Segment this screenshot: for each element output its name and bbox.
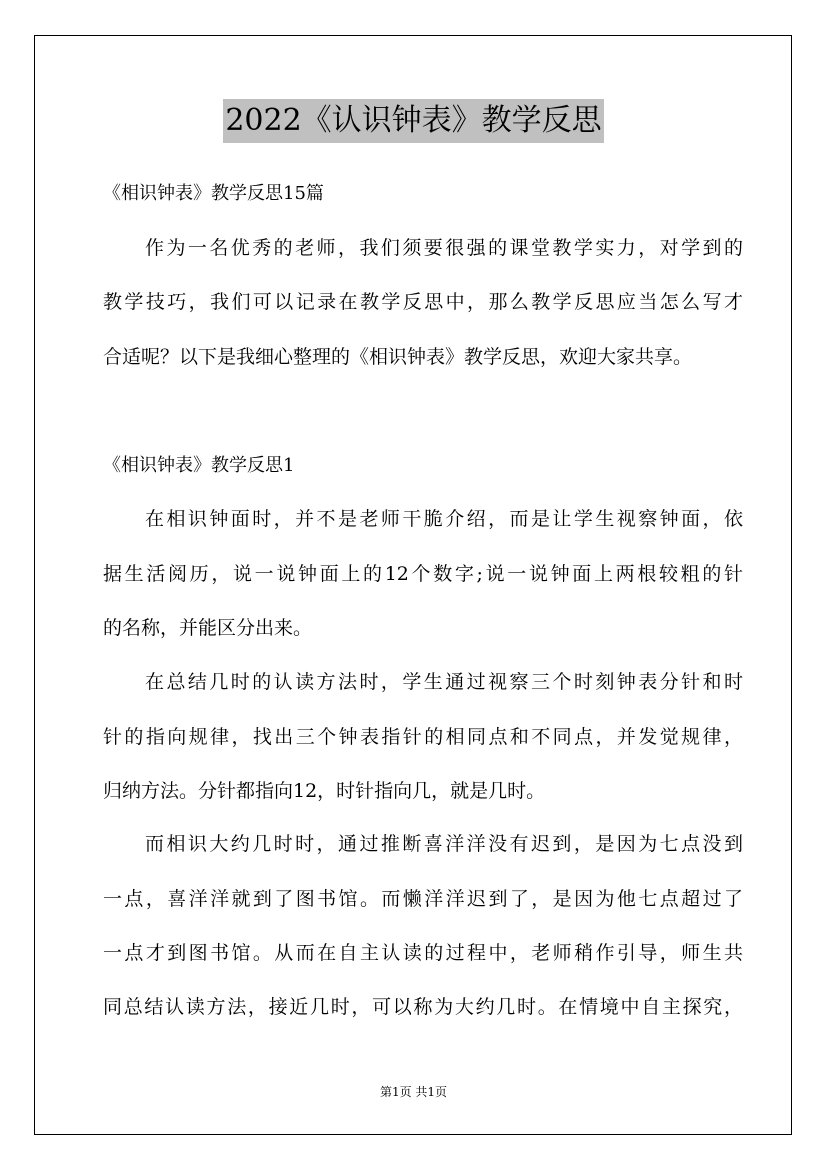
paragraph-1-line-2: 据生活阅历，说一说钟面上的12个数字;说一说钟面上两根较粗的针 — [103, 563, 743, 585]
paragraph-2-line-3: 归纳方法。分针都指向12，时针指向几，就是几时。 — [103, 780, 546, 802]
title-container — [0, 99, 827, 143]
paragraph-3-line-3: 一点才到图书馆。从而在自主认读的过程中，老师稍作引导，师生共 — [103, 942, 743, 964]
paragraph-3-line-2: 一点，喜洋洋就到了图书馆。而懒洋洋迟到了，是因为他七点超过了 — [103, 888, 743, 910]
intro-line-1: 作为一名优秀的老师，我们须要很强的课堂教学实力，对学到的 — [145, 237, 743, 259]
intro-line-3: 合适呢？以下是我细心整理的《相识钟表》教学反思，欢迎大家共享。 — [103, 346, 693, 368]
intro-line-2: 教学技巧，我们可以记录在教学反思中，那么教学反思应当怎么写才 — [103, 291, 743, 313]
document-subtitle: 《相识钟表》教学反思15篇 — [103, 183, 324, 204]
paragraph-1-line-1: 在相识钟面时，并不是老师干脆介绍，而是让学生视察钟面，依 — [145, 508, 743, 530]
paragraph-2-line-2: 针的指向规律，找出三个钟表指针的相同点和不同点，并发觉规律， — [103, 726, 743, 748]
paragraph-2-line-1: 在总结几时的认读方法时，学生通过视察三个时刻钟表分针和时 — [145, 671, 743, 693]
paragraph-3-line-1: 而相识大约几时时，通过推断喜洋洋没有迟到，是因为七点没到 — [145, 833, 743, 855]
page-footer: 第1页 共1页 — [379, 1085, 448, 1099]
document-title: 2022《认识钟表》教学反思 — [223, 99, 603, 143]
section-heading: 《相识钟表》教学反思1 — [103, 455, 295, 476]
paragraph-3-line-4: 同总结认读方法，接近几时，可以称为大约几时。在情境中自主探究， — [103, 996, 743, 1018]
paragraph-1-line-3: 的名称，并能区分出来。 — [103, 617, 313, 639]
